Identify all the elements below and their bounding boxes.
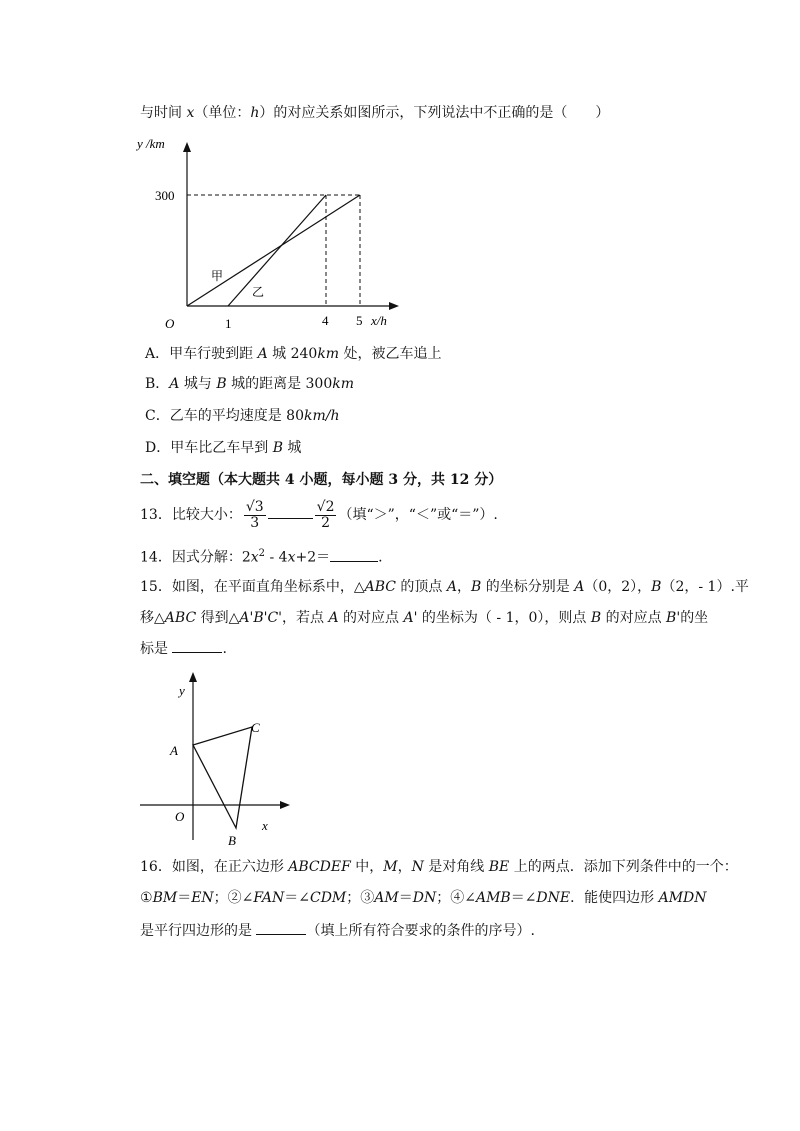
option-a[interactable] — [145, 344, 442, 364]
point-c-label: C — [251, 720, 260, 735]
text: B． — [145, 376, 170, 392]
text: 的对应点 — [338, 610, 404, 626]
q15-line3 — [140, 638, 227, 659]
text: - 4 — [265, 549, 288, 566]
var: A — [446, 579, 457, 595]
var-x: x — [250, 549, 259, 566]
x-axis-arrow — [389, 302, 399, 310]
text: ① — [140, 890, 153, 906]
unit: km — [332, 376, 355, 392]
unit: km — [317, 346, 340, 362]
x-axis-label: x/h — [371, 313, 387, 328]
text: （0，2）， — [584, 579, 652, 595]
var: AM — [374, 890, 399, 906]
tick-4: 4 — [322, 313, 329, 328]
var: B — [272, 440, 283, 456]
text: ；④∠ — [436, 890, 476, 906]
text: ；③ — [346, 890, 375, 906]
var: BM — [152, 890, 178, 906]
text: 的顶点 — [395, 579, 447, 595]
text: （填上所有符合要求的条件的序号）. — [306, 923, 535, 939]
var: B — [590, 610, 602, 626]
text: 得到△ — [196, 610, 240, 626]
var: B — [651, 579, 662, 595]
answer-blank[interactable] — [268, 504, 313, 519]
denominator: 2 — [321, 514, 331, 531]
text: 移△ — [140, 610, 165, 626]
q12-stem — [140, 103, 609, 123]
text: 15．如图，在平面直角坐标系中，△ — [140, 579, 365, 595]
y-axis-arrow — [189, 672, 197, 682]
var: N — [411, 859, 424, 875]
text: （单位： — [194, 105, 251, 121]
var-x: x — [186, 105, 195, 121]
text: 14．因式分解：2 — [140, 549, 251, 566]
text: ，若点 — [282, 610, 329, 626]
text: 城 — [282, 440, 302, 456]
text: . — [222, 641, 227, 657]
text: ＝∠ — [284, 890, 310, 906]
y-label: y — [179, 683, 185, 698]
var: FAN — [253, 890, 285, 906]
text: 是平行四边形的是 — [140, 923, 257, 939]
var: M — [383, 859, 398, 875]
text: ＝∠ — [510, 890, 537, 906]
exponent: 2 — [258, 548, 266, 559]
triangle-abc — [193, 727, 252, 828]
origin-label: O — [165, 316, 175, 331]
x-label: x — [262, 818, 268, 833]
tick-300: 300 — [155, 188, 175, 203]
text: 城的距离是 300 — [226, 376, 333, 392]
text: +2＝ — [295, 549, 331, 566]
text: C．乙车的平均速度是 80 — [145, 408, 304, 424]
var-h: h — [250, 105, 260, 121]
text: ＝ — [398, 890, 413, 906]
point-b-label: B — [228, 833, 236, 848]
text: ）的对应关系如图所示，下列说法中不正确的是（ ） — [259, 105, 610, 121]
text: D．甲车比乙车早到 — [145, 440, 273, 456]
option-b[interactable] — [145, 374, 354, 394]
text: 是对角线 — [423, 859, 489, 875]
tick-5: 5 — [356, 313, 363, 328]
unit: km/h — [303, 408, 340, 424]
fraction-sqrt3-over-3 — [244, 500, 266, 531]
text: 的坐标为（ - 1，0），则点 — [417, 610, 591, 626]
text: 标是 — [140, 641, 173, 657]
q15-line1 — [140, 577, 749, 597]
var: AMDN — [658, 890, 707, 906]
point-a-label: A — [170, 743, 178, 758]
option-c[interactable] — [145, 406, 339, 426]
var-x: x — [287, 549, 296, 566]
var: B — [471, 579, 482, 595]
text: （2，- 1）.平 — [661, 579, 749, 595]
answer-blank[interactable] — [172, 638, 222, 653]
text: . — [378, 549, 383, 566]
text: 上的两点．添加下列条件中的一个： — [509, 859, 738, 875]
text: ＝ — [177, 890, 192, 906]
q13-tail: （填“＞”，“＜”或“＝”）. — [338, 507, 498, 523]
q16-line2 — [140, 888, 707, 908]
text: 16．如图，在正六边形 — [140, 859, 289, 875]
text: ， — [397, 859, 412, 875]
triangle-coordinate-graph — [135, 668, 295, 848]
line-jia — [187, 195, 360, 306]
y-axis-label: y /km — [137, 136, 165, 151]
text: 的对应点 — [601, 610, 667, 626]
text: ．能使四边形 — [570, 890, 659, 906]
var: A'B'C' — [239, 610, 283, 626]
text: 城与 — [179, 376, 217, 392]
label-yi: 乙 — [252, 285, 265, 299]
option-d[interactable] — [145, 438, 301, 458]
text: 的坐 — [680, 610, 709, 626]
q15-line2 — [140, 608, 708, 628]
denominator: 3 — [250, 514, 260, 531]
text: A．甲车行驶到距 — [145, 346, 258, 362]
tick-1: 1 — [225, 316, 232, 331]
q14 — [140, 544, 383, 568]
var: A — [169, 376, 180, 392]
numerator: √2 — [316, 498, 335, 515]
text: ， — [457, 579, 471, 595]
text: 城 240 — [267, 346, 318, 362]
var: AMB — [475, 890, 511, 906]
var: B' — [666, 610, 681, 626]
q16-line1 — [140, 857, 738, 877]
var: DNE — [536, 890, 571, 906]
q16-line3 — [140, 920, 535, 941]
label-jia: 甲 — [211, 269, 224, 283]
q13-label: 13．比较大小： — [140, 507, 242, 523]
q13 — [140, 498, 498, 534]
x-axis-arrow — [280, 801, 290, 809]
y-axis-arrow — [183, 142, 191, 152]
line-yi — [228, 195, 326, 306]
var: B — [216, 376, 227, 392]
var: ABC — [164, 610, 197, 626]
numerator: √3 — [245, 498, 264, 515]
var: EN — [191, 890, 214, 906]
text: 与时间 — [140, 105, 187, 121]
var: BE — [488, 859, 510, 875]
var: DN — [412, 890, 437, 906]
distance-time-graph — [135, 128, 415, 333]
text: ；②∠ — [213, 890, 254, 906]
answer-blank[interactable] — [256, 920, 306, 935]
section-title: 二、填空题（本大题共 4 小题，每小题 3 分，共 12 分） — [140, 472, 503, 488]
var: A — [328, 610, 339, 626]
text: 的坐标分别是 — [481, 579, 575, 595]
var: ABC — [364, 579, 396, 595]
var: CDM — [310, 890, 347, 906]
answer-blank[interactable] — [330, 547, 378, 562]
text: 处，被乙车追上 — [339, 346, 442, 362]
var: A — [257, 346, 268, 362]
origin-label: O — [175, 809, 185, 824]
var: A' — [403, 610, 418, 626]
fraction-sqrt2-over-2 — [315, 500, 337, 531]
var: ABCDEF — [288, 859, 351, 875]
var: A — [574, 579, 585, 595]
text: 中， — [350, 859, 384, 875]
